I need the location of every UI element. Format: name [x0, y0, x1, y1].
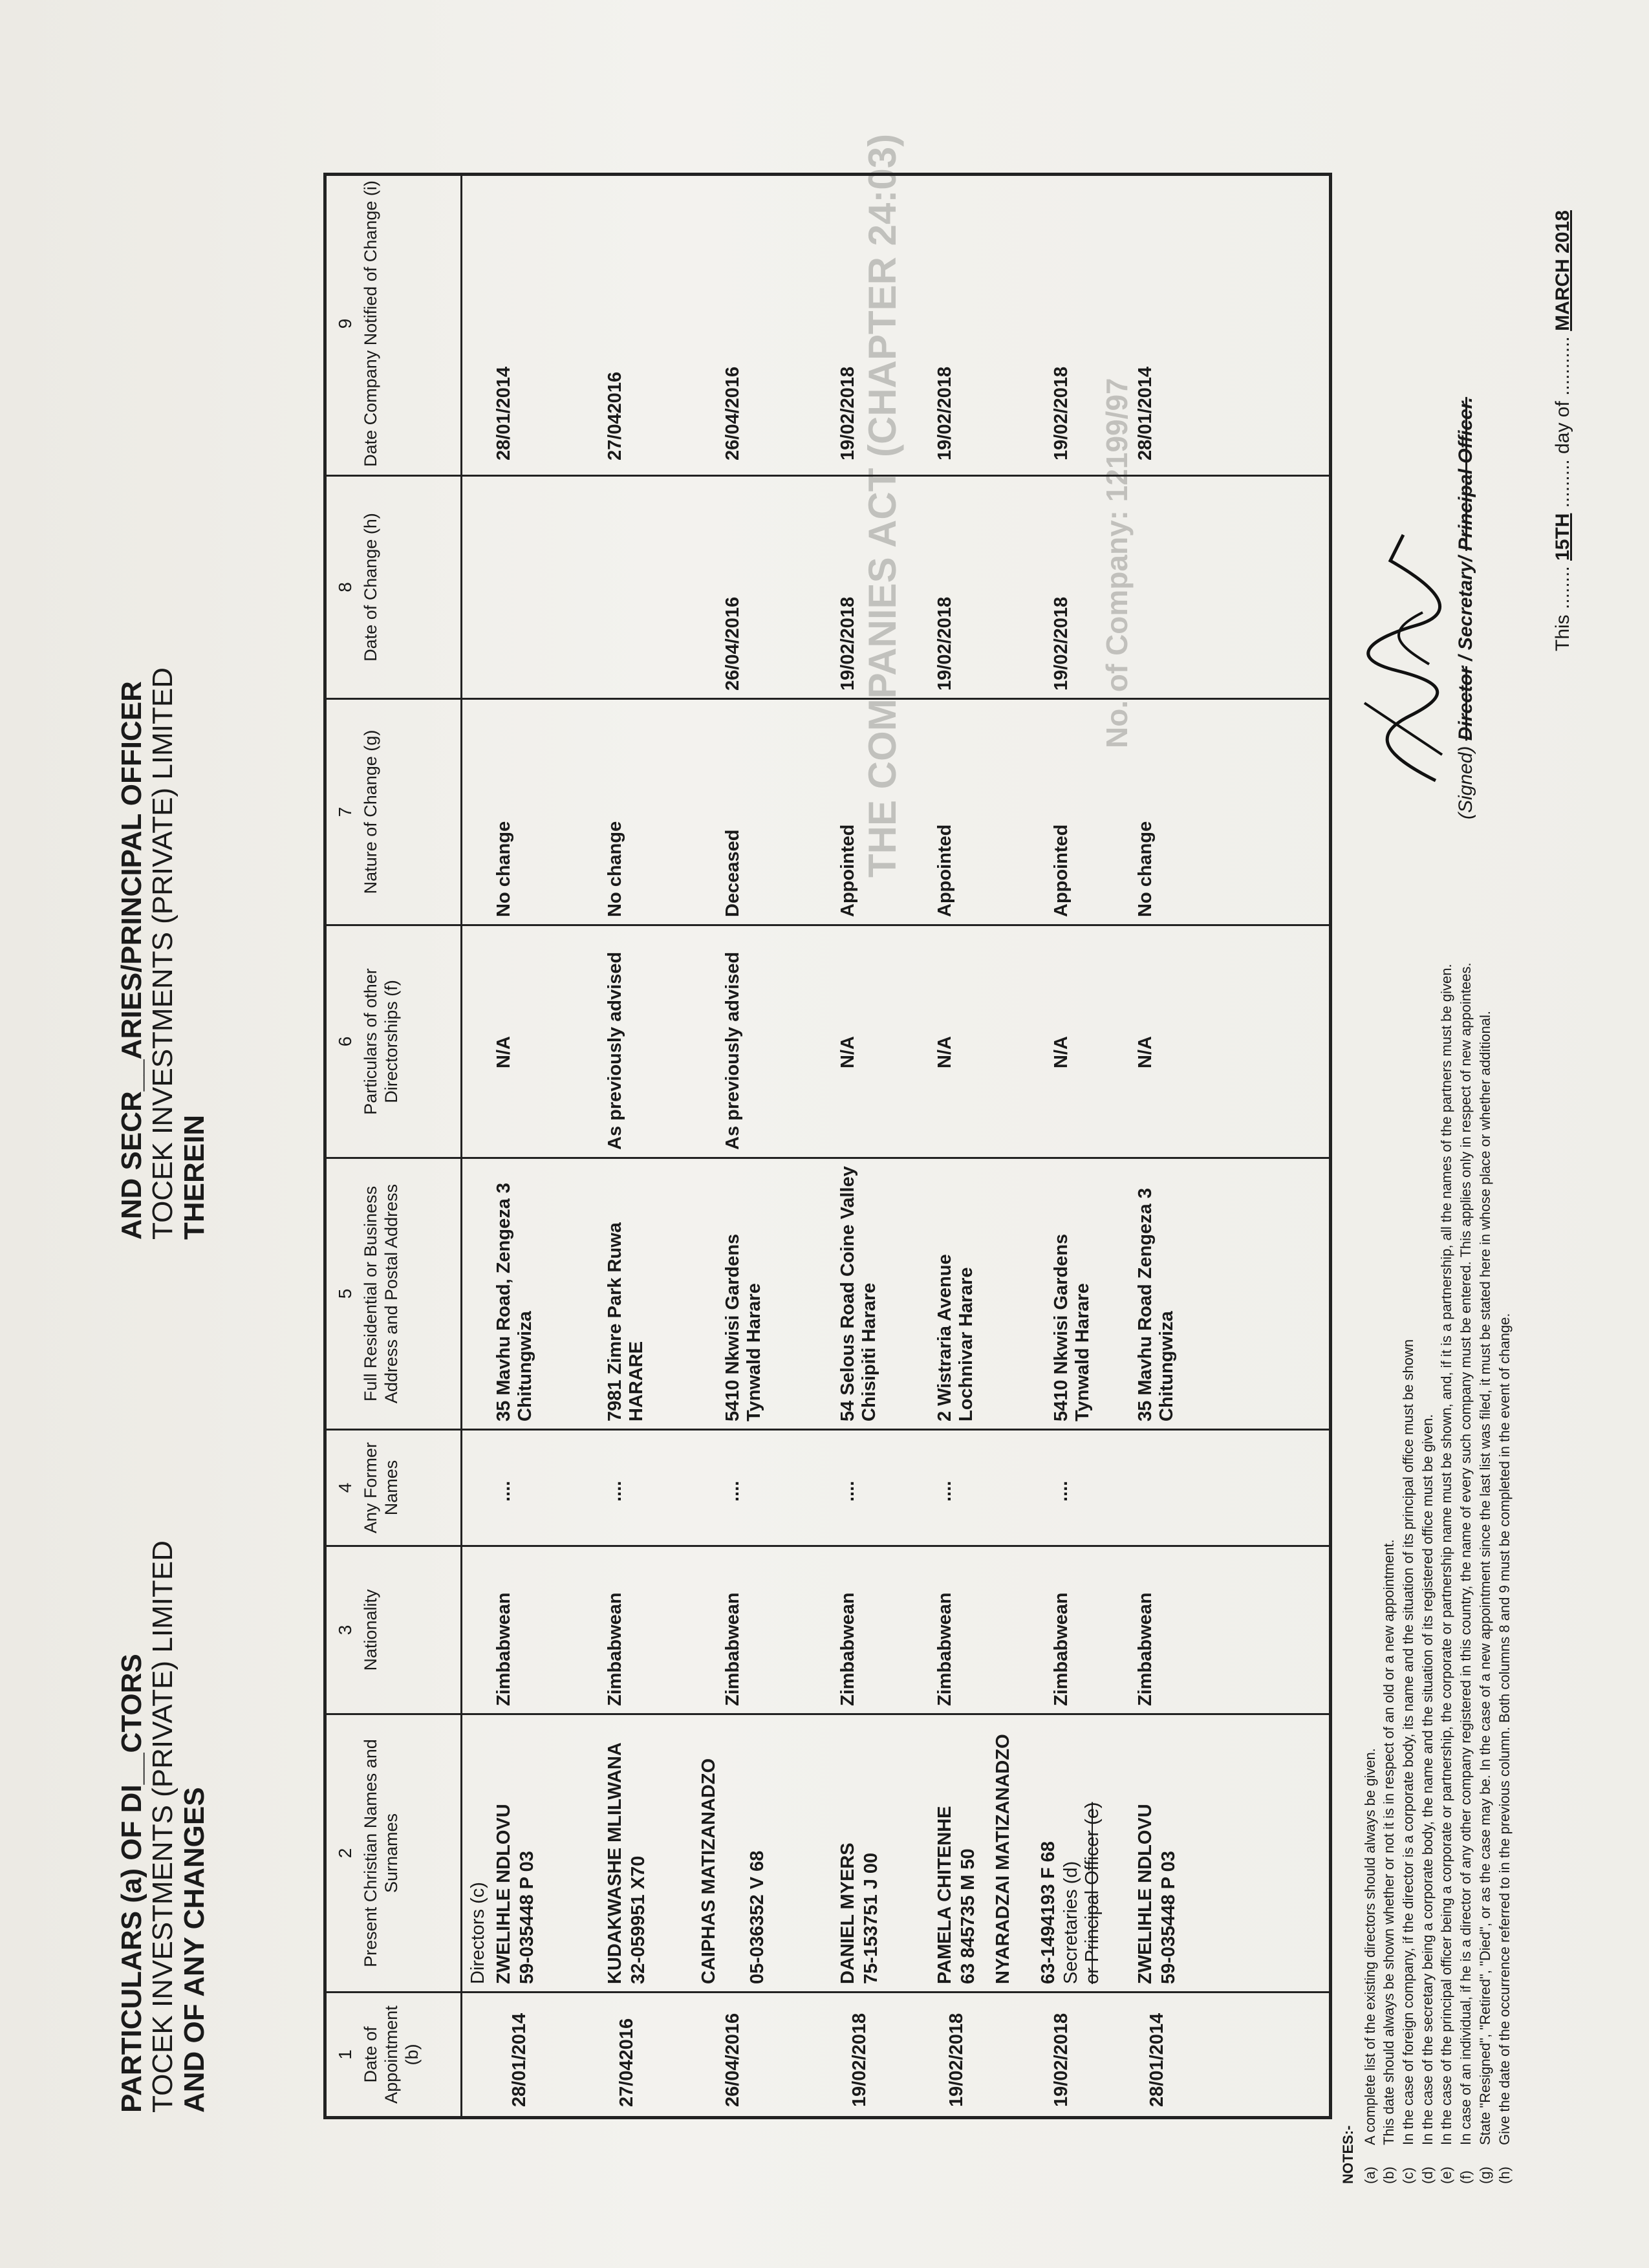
- note-item: (a) A complete list of the existing directors should always be given.: [1361, 1748, 1378, 2184]
- note-item: (d) In the case of the secretary being a corporate body, the name and the situation of its registered office must be given.: [1419, 1414, 1436, 2184]
- date-line: This ........ 15TH ......... day of ........... MARCH 2018: [1552, 210, 1573, 651]
- col-header: 7 Nature of Change (g): [327, 700, 462, 924]
- note-item: (g) State "Resigned", "Retired", "Died", or as the case may be. In the case of a new appointment since the last list was filed, it must be stated here in whose place or whether additional.: [1476, 1010, 1493, 2184]
- ghost-title: THE COMPANIES ACT (CHAPTER 24:03): [861, 133, 904, 878]
- title-left: PARTICULARS (a) OF DI__CTORS TOCEK INVESTMENTS (PRIVATE) LIMITED AND OF ANY CHANGES: [116, 1540, 210, 2113]
- note-item: (f) In case of an individual, if he is a director of any other company registered in this country, the name of every such company must be entered. This applies only in respect of new appointees.: [1458, 962, 1474, 2184]
- col-header: 4 Any Former Names: [327, 1431, 462, 1545]
- note-item: (c) In the case of foreign company, if the director is a corporate body, its name and the situation of its principal office must be shown: [1400, 1339, 1417, 2184]
- col-header: 9 Date Company Notified of Change (i): [327, 173, 462, 475]
- col-header: 2 Present Christian Names and Surnames: [327, 1715, 462, 1991]
- note-item: (e) In the case of the principal officer being a corporate or partnership, the corporate or partnership name must be shown, and, if it is a partnership, all the names of the partners must be given.: [1438, 964, 1455, 2184]
- directors-table: 1 Date of Appointment (b) 2 Present Christian Names and Surnames 3 Nationality 4 Any Former Names 5 Full Residential or Business Address and Postal Address 6 Particulars of other Directorships (f) 7 Nature of Change (g) 8 Date of Change (h) 9 Date Company Notified of Change (i) Directors (c) Secretaries (d) or Principal Officer (e) ZWELIHLE NDLOVU 59-035448 P 03 28/01/2014 Zimbabwean .... 35 Mavhu Road, Zengeza 3 Chitungwiza N/A No change 28/01/2014 KUDAKWASHE MLILWANA 32-059951 X70 27/042016 Zimbabwean .... 7981 Zimre Park Ruwa HARARE As previously advised No change 27/042016 CAIPHAS MATIZANADZO 05-036352 V 68 26/04/2016 Zimbabwean .... 5410 Nkwisi Gardens Tynwald Harare As previously advised Deceased 26/04/2016 26/04/2016 DANIEL MYERS 75-153751 J 00 19/02/2018 Zimbabwean .... 54 Selous Road Coine Valley Chisipiti Harare N/A Appointed 19/02/2018 19/02/2018 PAMELA CHITENHE 63 845735 M 50 19/02/2018 Zimbabwean .... 2 Wistraria Avenue Lochnivar Harare N/A Appointed 19/02/2018 19/02/2018 NYARADZAI MATIZANADZO 63-1494193 F 68 19/02/2018 Zimbabwean .... 5410 Nkwisi Gardens Tynwald Harare N/A Appointed 19/02/2018 19/02/2018 ZWELIHLE NDLOVU 59-035448 P 03 28/01/2014 Zimbabwean 35 Mavhu Road Zengeza 3 Chitungwiza N/A No change 28/01/2014: [323, 173, 1332, 2119]
- section-secretaries: Secretaries (d) or Principal Officer (e): [1061, 1802, 1103, 1984]
- note-item: (b) This date should always be shown whether or not it is in respect of an old or a new appointment.: [1381, 1539, 1397, 2184]
- notes-section: NOTES:- (a) A complete list of the existing directors should always be given. (b) This date should always be shown whether or not it is in respect of an old or a new appointment. (c) In the case of foreign company, if the director is a corporate body, its name and the situation of its principal office must be shown (d) In the case of the secretary being a corporate body, the name and the situation of its registered office must be given. (e) In the case of the principal officer being a corporate or partnership, the corporate or partnership name must be shown, and, if it is a partnership, all the names of the partners must be given. (f) In case of an individual, if he is a director of any other company registered in this country, the name of every such company must be entered. This applies only in respect of new appointees. (g) State "Resigned", "Retired", "Died", or as the case may be. In the case of a new appointment since the last list was filed, it must be stated here in whose place or whether additional. (h) Give the date of the occurrence referred to in the previous column. Both columns 8 and 9 must be completed in the event of change.: [1339, 114, 1514, 2184]
- col-header: 3 Nationality: [327, 1547, 462, 1713]
- col-date-appointment: [327, 1993, 1329, 2116]
- ghost-company-no: No. of Company: 12199/97: [1100, 378, 1134, 748]
- title-right: AND SECR__ARIES/PRINCIPAL OFFICER TOCEK INVESTMENTS (PRIVATE) LIMITED THEREIN: [116, 667, 210, 1240]
- col-header: 8 Date of Change (h): [327, 477, 462, 698]
- signed-line: (Signed) Director / Secretary/ Principal Officer.: [1455, 396, 1476, 819]
- section-directors: Directors (c): [468, 1882, 488, 1984]
- col-header: 5 Full Residential or Business Address and Postal Address: [327, 1159, 462, 1429]
- note-item: (h) Give the date of the occurrence referred to in the previous column. Both columns 8 and 9 must be completed in the event of change.: [1496, 1313, 1513, 2184]
- col-header: 6 Particulars of other Directorships (f): [327, 926, 462, 1157]
- col-header: 1 Date of Appointment (b): [327, 1993, 462, 2116]
